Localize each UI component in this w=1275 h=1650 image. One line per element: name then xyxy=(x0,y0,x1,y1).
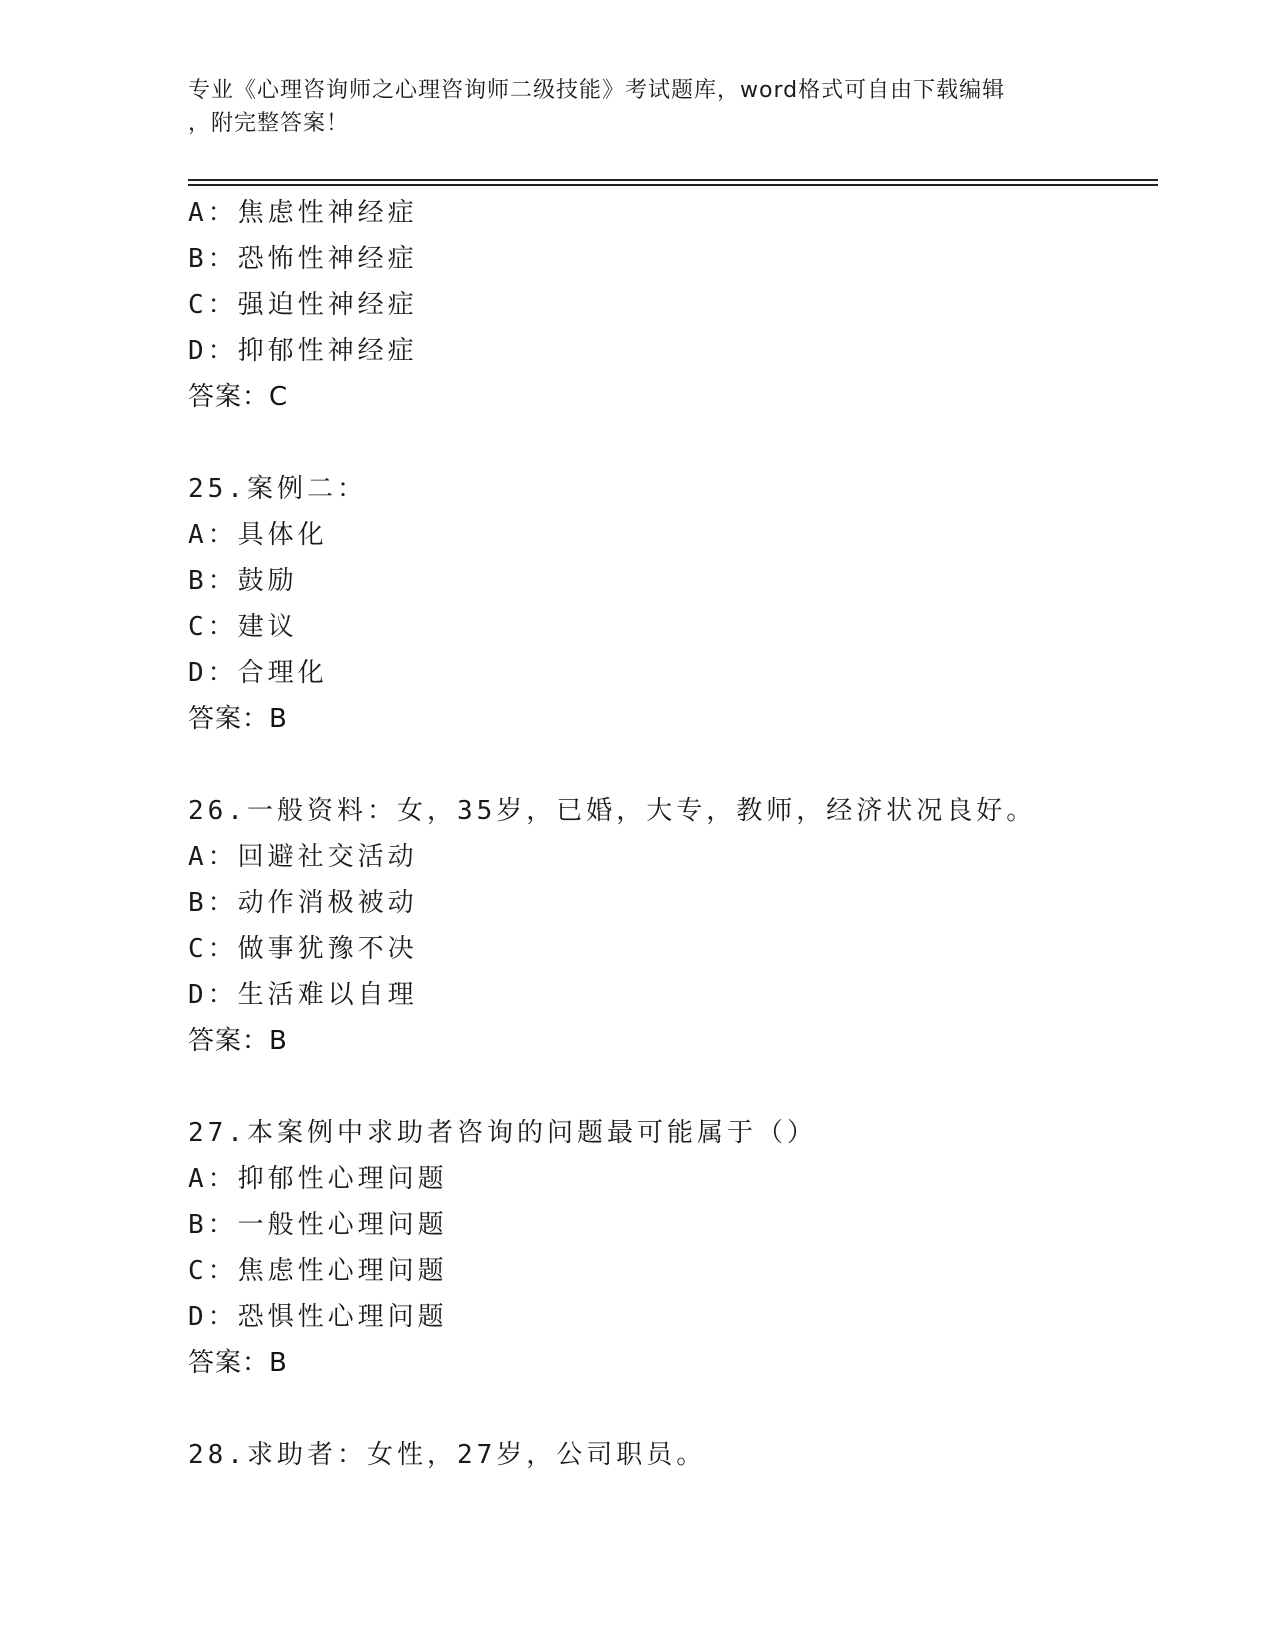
answer-label: 答案：B xyxy=(188,704,288,734)
header-line-1: 专业《心理咨询师之心理咨询师二级技能》考试题库，word格式可自由下载编辑 xyxy=(188,78,1006,103)
question-stem: 25.案例二： xyxy=(188,474,367,504)
question-stem: 28.求助者：女性，27岁，公司职员。 xyxy=(188,1440,707,1470)
question-block-25 xyxy=(188,466,1148,742)
option-b: B：动作消极被动 xyxy=(188,888,418,918)
option-c: C：做事犹豫不决 xyxy=(188,934,418,964)
header-line-2: ，附完整答案！ xyxy=(188,111,350,136)
option-a: A：具体化 xyxy=(188,520,328,550)
header-rule-top xyxy=(188,179,1158,181)
option-c: C：强迫性神经症 xyxy=(188,290,418,320)
question-block-26 xyxy=(188,788,1148,1064)
answer-label: 答案：B xyxy=(188,1348,288,1378)
header-rule-bottom xyxy=(188,184,1158,186)
option-a: A：抑郁性心理问题 xyxy=(188,1164,448,1194)
option-d: D：恐惧性心理问题 xyxy=(188,1302,448,1332)
spacer xyxy=(188,1064,1148,1110)
spacer xyxy=(188,742,1148,788)
answer-label: 答案：C xyxy=(188,382,289,412)
option-a: A：回避社交活动 xyxy=(188,842,418,872)
spacer xyxy=(188,420,1148,466)
question-block-24 xyxy=(188,190,1148,420)
option-d: D：抑郁性神经症 xyxy=(188,336,418,366)
option-b: B：鼓励 xyxy=(188,566,298,596)
question-block-27 xyxy=(188,1110,1148,1386)
option-d: D：生活难以自理 xyxy=(188,980,418,1010)
option-d: D：合理化 xyxy=(188,658,328,688)
option-a: A：焦虑性神经症 xyxy=(188,198,418,228)
document-header xyxy=(188,74,1088,140)
option-b: B：恐怖性神经症 xyxy=(188,244,418,274)
question-stem: 26.一般资料：女，35岁，已婚，大专，教师，经济状况良好。 xyxy=(188,796,1037,826)
question-stem: 27.本案例中求助者咨询的问题最可能属于（） xyxy=(188,1118,817,1148)
option-c: C：焦虑性心理问题 xyxy=(188,1256,448,1286)
option-c: C：建议 xyxy=(188,612,298,642)
question-block-28 xyxy=(188,1432,1148,1478)
option-b: B：一般性心理问题 xyxy=(188,1210,448,1240)
answer-label: 答案：B xyxy=(188,1026,288,1056)
question-list xyxy=(188,190,1148,1478)
spacer xyxy=(188,1386,1148,1432)
